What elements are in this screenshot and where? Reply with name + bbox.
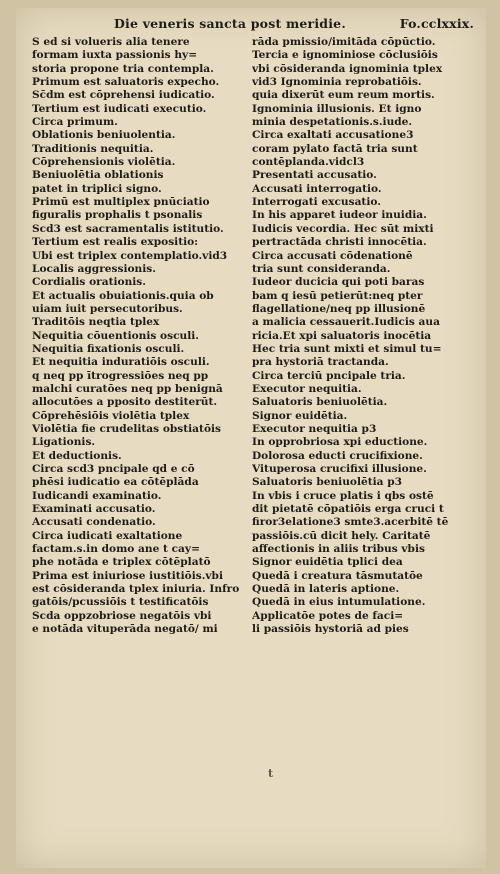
text-line: Circa scd3 pncipale qd e cō — [32, 463, 195, 475]
text-line: Quedā in eius intumulatione. — [252, 596, 426, 609]
text-line: Et deductionis. — [32, 449, 122, 462]
text-line: phēsi iudicatio ea cōtēplāda — [32, 476, 199, 489]
text-line: passiōis.cū dicit hely. Caritatē — [252, 529, 431, 542]
text-line: flagellatione/neq pp illusionē — [252, 302, 426, 315]
text-line: Saluatoris beniuolētia. — [252, 396, 388, 409]
text-line: Vituperosa crucifixi illusione. — [252, 463, 427, 475]
text-line: Circa iudicati exaltatione — [32, 529, 183, 542]
text-line: tria sunt consideranda. — [252, 262, 391, 275]
text-line: Circa exaltati accusatione3 — [252, 129, 414, 142]
text-line: Nequitia cōuentionis osculi. — [32, 329, 199, 342]
text-line: minia despetationis.s.iude. — [252, 116, 413, 129]
text-line: Nequitia fixationis osculi. — [32, 342, 185, 355]
text-line: Executor nequitia p3 — [252, 422, 377, 435]
text-line: Traditionis nequitia. — [32, 142, 154, 155]
text-line: Dolorosa educti crucifixione. — [252, 449, 423, 462]
text-line: dit pietatē cōpatiōis erga cruci t — [252, 503, 444, 516]
text-line: Primum est saluatoris expecho. — [32, 76, 220, 89]
text-line: Accusati interrogatio. — [252, 182, 382, 195]
text-line: Localis aggressionis. — [32, 262, 156, 275]
text-line: In vbis i cruce platis i qbs ostē — [252, 489, 434, 502]
text-line: rāda pmissio/imitāda cōpūctio. — [252, 36, 436, 48]
text-line: allocutōes a pposito destiterūt. — [32, 396, 218, 409]
text-line: In his apparet iudeor inuidia. — [252, 209, 427, 222]
text-line: Traditōis neqtia tplex — [32, 316, 160, 329]
text-line: firor3elatione3 smte3.acerbitē tē — [252, 516, 449, 529]
text-line: S ed si volueris alia tenere — [32, 36, 190, 48]
text-line: contēplanda.vidcl3 — [252, 156, 365, 169]
text-line: Presentati accusatio. — [252, 169, 377, 182]
text-line: Cōprehensionis violētia. — [32, 156, 176, 169]
text-line: vbi cōsideranda ignominia tplex — [252, 62, 443, 75]
folio-number: Fo.cclxxix. — [399, 16, 474, 31]
text-line: Cordialis orationis. — [32, 276, 146, 289]
text-line: Prima est iniuriose iustitiōis.vbi — [32, 569, 223, 582]
text-line: Tertium est iudicati executio. — [32, 102, 207, 115]
text-line: Applicatōe potes de faci= — [252, 609, 404, 622]
text-line: Oblationis beniuolentia. — [32, 129, 176, 142]
text-line: Circa terciū pncipale tria. — [252, 369, 406, 382]
text-line: Examinati accusatio. — [32, 503, 156, 516]
text-line: vid3 Ignominia reprobatiōis. — [252, 76, 422, 89]
text-line: Et nequitia induratiōis osculi. — [32, 356, 210, 369]
text-line: figuralis prophalis t psonalis — [32, 209, 203, 222]
text-line: Hec tria sunt mixti et simul tu= — [252, 342, 442, 355]
marginal-mark: t — [268, 767, 274, 780]
text-line: Quedā in lateris aptione. — [252, 583, 400, 596]
text-line: Iudicandi examinatio. — [32, 489, 162, 502]
text-line: Iudeor ducicia qui poti baras — [252, 276, 425, 289]
text-line: pertractāda christi innocētia. — [252, 236, 427, 249]
text-line: Executor nequitia. — [252, 382, 362, 395]
text-line: coram pylato factā tria sunt — [252, 142, 418, 155]
text-line: formam iuxta passionis hy= — [32, 49, 198, 62]
text-line: quia dixerūt eum reum mortis. — [252, 89, 435, 102]
text-line: Beniuolētia oblationis — [32, 169, 164, 182]
text-line: phe notāda e triplex cōtēplatō — [32, 556, 211, 569]
text-line: est cōsideranda tplex iniuria. Infro — [32, 583, 240, 596]
text-line: Ubi est triplex contemplatio.vid3 — [32, 249, 228, 262]
text-line: affectionis in aliis tribus vbis — [252, 543, 425, 556]
text-line: Circa primum. — [32, 116, 118, 129]
text-line: factam.s.in domo ane t cay= — [32, 543, 200, 556]
text-line: malchi curatōes neq pp benignā — [32, 382, 223, 395]
text-line: uiam iuit persecutoribus. — [32, 302, 183, 315]
text-line: ricia.Et xpi saluatoris inocētia — [252, 329, 432, 342]
text-line: a malicia cessauerit.Iudicis aua — [252, 316, 440, 329]
text-line: Iudicis vecordia. Hec sūt mixti — [252, 222, 434, 235]
text-line: li passiōis hystoriā ad pies — [252, 623, 409, 636]
text-line: Primū est multiplex pnūciatio — [32, 196, 210, 209]
right-text-column — [252, 36, 482, 636]
text-line: Signor euidētia. — [252, 409, 348, 422]
text-line: Scda oppzobriose negatōis vbi — [32, 609, 212, 622]
text-line: Sc̄dm est cōprehensi iudicatio. — [32, 89, 215, 102]
text-line: patet in triplici signo. — [32, 182, 162, 195]
header-title: Die veneris sancta post meridie. — [114, 16, 346, 31]
running-header — [114, 16, 474, 31]
text-line: q neq pp ītrogressiōes neq pp — [32, 369, 209, 382]
text-line: pra hystoriā tractanda. — [252, 356, 389, 369]
text-line: Tertium est realis expositio: — [32, 236, 199, 249]
text-line: bam q iesū petierūt:neq pter — [252, 289, 423, 302]
text-line: Ignominia illusionis. Et igno — [252, 102, 422, 115]
left-text-column — [32, 36, 262, 636]
text-line: e notāda vituperāda negatō/ mi — [32, 623, 218, 636]
text-line: Scd3 est sacramentalis istitutio. — [32, 222, 224, 235]
text-line: Saluatoris beniuolētia p3 — [252, 476, 402, 489]
text-line: Circa accusati cōdenationē — [252, 249, 413, 262]
book-page — [16, 8, 486, 868]
text-line: gatōis/pcussiōis t testificatōis — [32, 596, 209, 609]
text-line: Ligationis. — [32, 436, 96, 449]
text-line: Quedā i creatura tāsmutatōe — [252, 569, 423, 582]
text-line: storia propone tria contempla. — [32, 62, 214, 75]
text-line: In opprobriosa xpi eductione. — [252, 436, 428, 449]
text-line: Interrogati excusatio. — [252, 196, 381, 209]
text-line: Tercia e ignominiose cōclusiōis — [252, 49, 438, 62]
text-line: Accusati condenatio. — [32, 516, 156, 529]
text-line: Et actualis obuiationis.quia ob — [32, 289, 214, 302]
text-line: Cōprehēsiōis violētia tplex — [32, 409, 190, 422]
text-line: Violētia fie crudelitas obstiatōis — [32, 422, 221, 435]
text-line: Signor euidētia tplici dea — [252, 556, 403, 569]
